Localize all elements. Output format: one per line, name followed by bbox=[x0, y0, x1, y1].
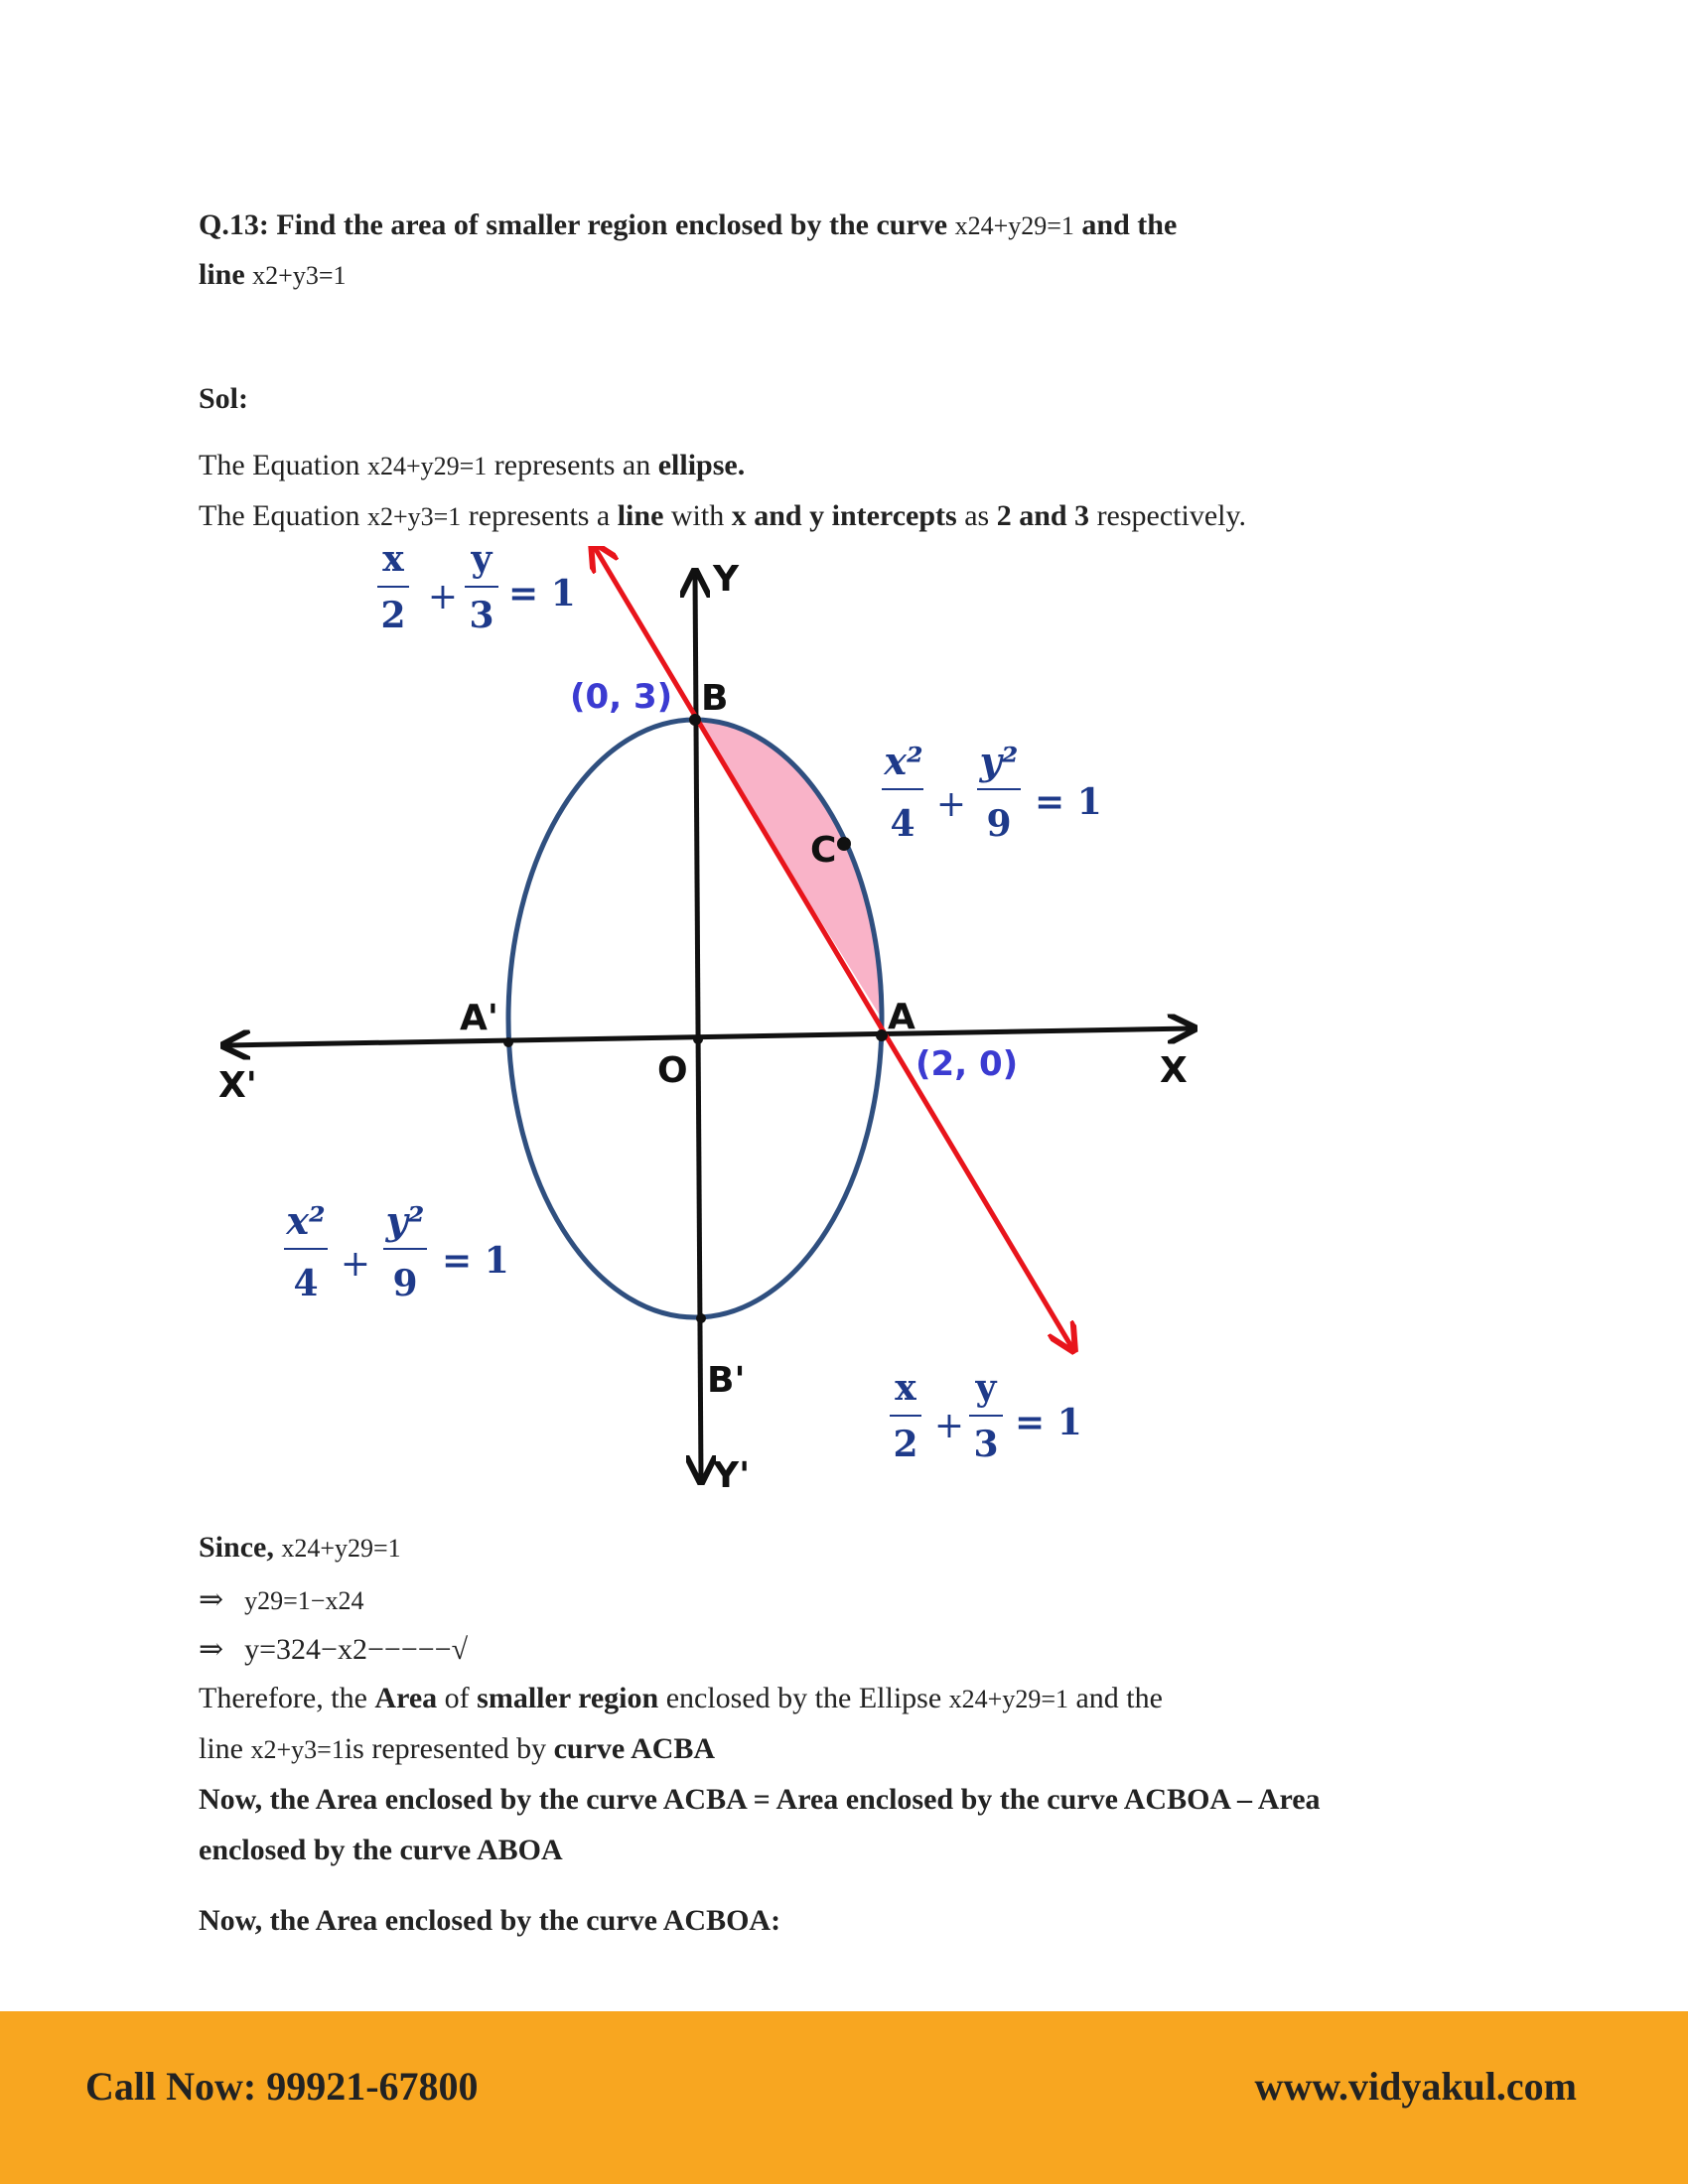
label-a: A bbox=[888, 997, 915, 1037]
svg-text:= 1: = 1 bbox=[1035, 781, 1102, 823]
sol-label: Sol: bbox=[199, 382, 249, 415]
coord-a: (2, 0) bbox=[915, 1044, 1019, 1084]
now-2: Now, the Area enclosed by the curve ACBOA: bbox=[199, 1904, 781, 1937]
svg-text:= 1: = 1 bbox=[442, 1240, 509, 1282]
line-equation-top bbox=[377, 546, 576, 636]
therefore-t2: of bbox=[444, 1682, 470, 1714]
represented-expression: x2+y3=1 bbox=[250, 1735, 345, 1764]
label-b-prime: B' bbox=[707, 1360, 746, 1401]
solution-label-line bbox=[199, 382, 248, 416]
svg-text:x: x bbox=[382, 546, 404, 580]
question-line-1 bbox=[199, 208, 1177, 242]
svg-text:y²: y² bbox=[385, 1198, 425, 1243]
svg-text:y: y bbox=[471, 546, 492, 580]
question-label: Q.13: Find the area of smaller region enclosed by the curve bbox=[199, 208, 948, 241]
therefore-smaller-region: smaller region bbox=[477, 1682, 659, 1714]
line-equation-bottom bbox=[890, 1367, 1082, 1465]
step-1-line bbox=[199, 1582, 363, 1617]
svg-text:x: x bbox=[895, 1367, 916, 1409]
ellipse-equation-right bbox=[882, 739, 1102, 845]
implies-arrow-2: ⇒ bbox=[199, 1633, 224, 1666]
step-1-expression: y29=1−x24 bbox=[244, 1586, 364, 1615]
step-2-line bbox=[199, 1632, 468, 1667]
svg-text:2: 2 bbox=[380, 595, 406, 636]
question-connector: and the bbox=[1081, 208, 1178, 241]
svg-text:= 1: = 1 bbox=[508, 573, 576, 614]
represented-curve: curve ACBA bbox=[553, 1732, 716, 1765]
line-curve bbox=[594, 546, 1072, 1348]
eq1-prefix: The Equation bbox=[199, 449, 360, 481]
now-1a: Now, the Area enclosed by the curve ACBA = Area enclosed by the curve ACBOA – Area bbox=[199, 1783, 1321, 1816]
now-2-line bbox=[199, 1904, 780, 1938]
now-1-line-b bbox=[199, 1834, 563, 1867]
svg-text:+: + bbox=[340, 1244, 371, 1285]
eq2-prefix: The Equation bbox=[199, 499, 360, 532]
eq2-bold-values: 2 and 3 bbox=[996, 499, 1090, 532]
eq2-bold-intercepts: x and y intercepts bbox=[731, 499, 957, 532]
eq1-expression: x24+y29=1 bbox=[366, 452, 488, 480]
svg-text:3: 3 bbox=[469, 595, 494, 636]
question-line-word: line bbox=[199, 258, 245, 291]
label-y: Y bbox=[713, 559, 740, 600]
therefore-area: Area bbox=[374, 1682, 438, 1714]
svg-text:+: + bbox=[933, 1406, 965, 1446]
svg-text:+: + bbox=[427, 577, 459, 617]
eq2-bold-line: line bbox=[617, 499, 664, 532]
svg-text:x²: x² bbox=[286, 1198, 326, 1243]
step-2-expression: y=324−x2−−−−−√ bbox=[244, 1633, 469, 1666]
footer-bar bbox=[0, 2011, 1688, 2184]
equation-2-line bbox=[199, 499, 1246, 533]
therefore-t4: and the bbox=[1075, 1682, 1163, 1714]
therefore-expression: x24+y29=1 bbox=[948, 1685, 1068, 1713]
point-b bbox=[689, 714, 701, 726]
eq1-mid: represents an bbox=[493, 449, 651, 481]
eq1-bold: ellipse. bbox=[657, 449, 746, 481]
represented-line bbox=[199, 1732, 715, 1766]
point-a bbox=[876, 1029, 888, 1041]
therefore-t3: enclosed by the Ellipse bbox=[665, 1682, 942, 1714]
now-1b: enclosed by the curve ABOA bbox=[199, 1834, 563, 1866]
svg-text:x²: x² bbox=[884, 739, 923, 783]
coord-b: (0, 3) bbox=[570, 677, 673, 717]
svg-text:4: 4 bbox=[293, 1263, 319, 1304]
equation-1-line bbox=[199, 449, 745, 482]
svg-text:2: 2 bbox=[893, 1424, 918, 1465]
svg-text:y: y bbox=[975, 1367, 997, 1409]
eq2-mid: represents a bbox=[468, 499, 611, 532]
point-o bbox=[693, 1034, 703, 1044]
x-axis bbox=[226, 1028, 1192, 1045]
represented-t2: is represented by bbox=[344, 1732, 547, 1765]
ellipse-equation-left bbox=[284, 1198, 509, 1304]
svg-text:4: 4 bbox=[890, 803, 915, 845]
point-a-prime bbox=[503, 1037, 513, 1047]
since-label: Since, bbox=[199, 1531, 274, 1564]
website-link[interactable]: www.vidyakul.com bbox=[1254, 2064, 1577, 2109]
curve-expression: x24+y29=1 bbox=[954, 211, 1074, 240]
since-expression: x24+y29=1 bbox=[281, 1534, 401, 1563]
line-expression: x2+y3=1 bbox=[252, 261, 347, 290]
call-now-text: Call Now: 99921-67800 bbox=[85, 2064, 479, 2109]
eq2-with: with bbox=[670, 499, 725, 532]
svg-text:y²: y² bbox=[979, 739, 1019, 783]
label-b: B bbox=[701, 678, 729, 719]
label-x-prime: X' bbox=[218, 1065, 257, 1106]
label-c: C bbox=[810, 830, 837, 871]
label-y-prime: Y' bbox=[713, 1455, 751, 1496]
label-x: X bbox=[1160, 1050, 1188, 1091]
svg-text:+: + bbox=[935, 784, 967, 825]
svg-text:3: 3 bbox=[973, 1424, 999, 1465]
eq2-expression: x2+y3=1 bbox=[366, 502, 462, 531]
eq2-as: as bbox=[964, 499, 990, 532]
implies-arrow-1: ⇒ bbox=[199, 1583, 224, 1616]
point-c bbox=[837, 837, 851, 851]
svg-text:9: 9 bbox=[986, 803, 1012, 845]
therefore-t1: Therefore, the bbox=[199, 1682, 367, 1714]
therefore-line bbox=[199, 1682, 1163, 1715]
label-a-prime: A' bbox=[460, 998, 498, 1038]
question-line-2 bbox=[199, 258, 347, 292]
point-b-prime bbox=[696, 1313, 706, 1323]
svg-text:= 1: = 1 bbox=[1015, 1402, 1082, 1443]
eq2-end: respectively. bbox=[1096, 499, 1247, 532]
now-1-line-a bbox=[199, 1783, 1321, 1817]
represented-t1: line bbox=[199, 1732, 243, 1765]
label-o: O bbox=[657, 1050, 688, 1091]
since-line bbox=[199, 1531, 401, 1565]
svg-text:9: 9 bbox=[392, 1263, 418, 1304]
ellipse-line-diagram bbox=[199, 546, 1251, 1499]
